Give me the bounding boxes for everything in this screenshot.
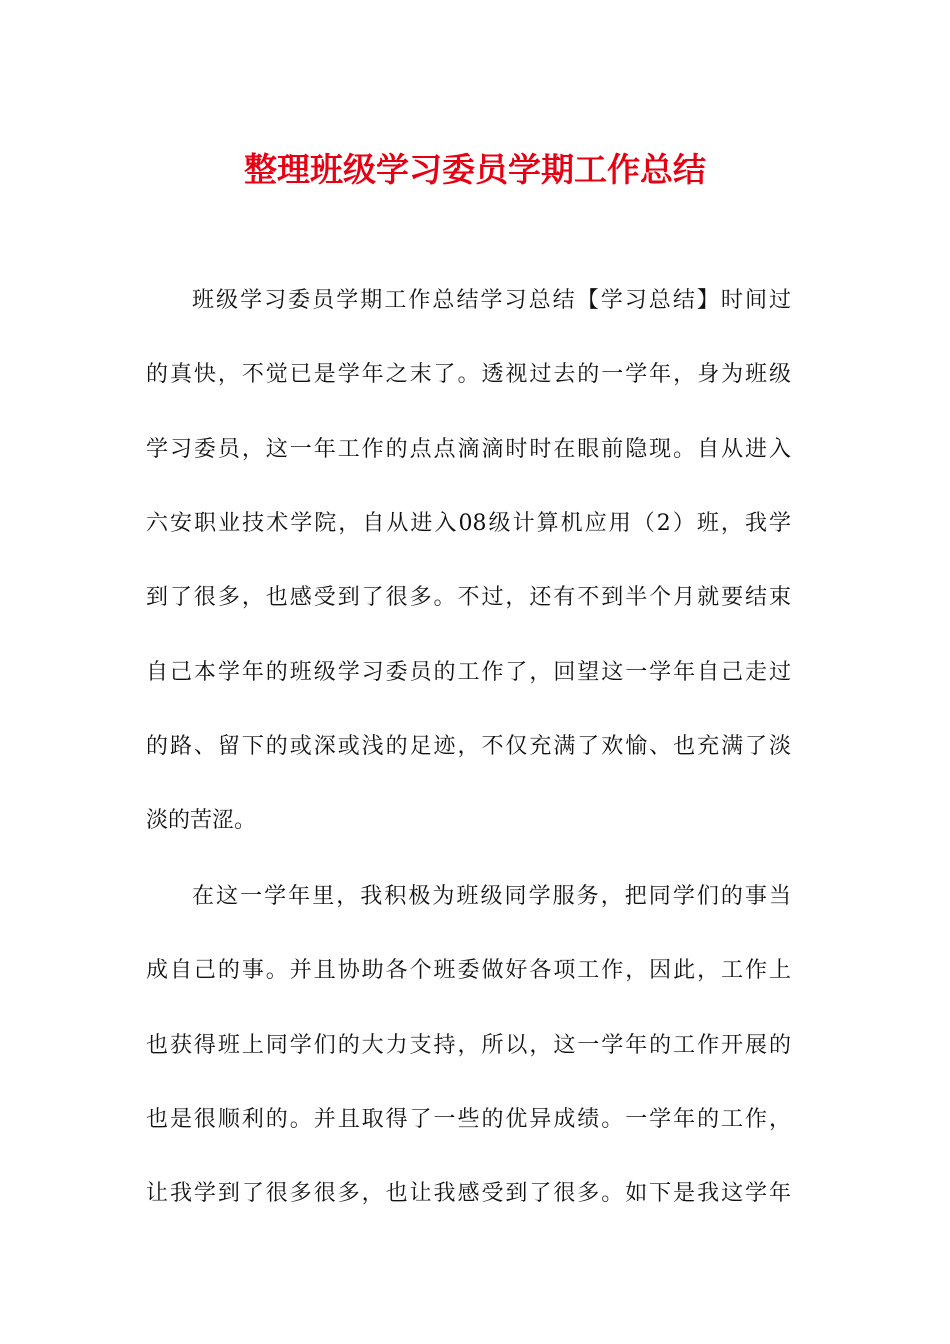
paragraph-2-line-5: 让我学到了很多很多，也让我感受到了很多。如下是我这学年: [146, 1181, 791, 1206]
paragraph-1-line-5: 到了很多，也感受到了很多。不过，还有不到半个月就要结束: [146, 585, 791, 610]
paragraph-2-line-3: 也获得班上同学们的大力支持，所以，这一学年的工作开展的: [146, 1033, 791, 1058]
paragraph-2-line-1: 在这一学年里，我积极为班级同学服务，把同学们的事当: [192, 884, 791, 909]
paragraph-1-line-4: 六安职业技术学院，自从进入08级计算机应用（2）班，我学: [146, 511, 791, 536]
paragraph-1-line-1: 班级学习委员学期工作总结学习总结【学习总结】时间过: [192, 288, 791, 313]
paragraph-1-line-3: 学习委员，这一年工作的点点滴滴时时在眼前隐现。自从进入: [146, 437, 791, 462]
paragraph-1-line-6: 自己本学年的班级学习委员的工作了，回望这一学年自己走过: [146, 660, 791, 685]
paragraph-2-line-2: 成自己的事。并且协助各个班委做好各项工作，因此，工作上: [146, 958, 791, 983]
paragraph-2-line-4: 也是很顺利的。并且取得了一些的优异成绩。一学年的工作，: [146, 1107, 791, 1132]
paragraph-1-line-7: 的路、留下的或深或浅的足迹，不仅充满了欢愉、也充满了淡: [146, 734, 791, 759]
document-title: 整理班级学习委员学期工作总结: [244, 150, 706, 189]
paragraph-1-line-2: 的真快，不觉已是学年之末了。透视过去的一学年，身为班级: [146, 362, 791, 387]
paragraph-1-line-8: 淡的苦涩。: [146, 808, 257, 833]
